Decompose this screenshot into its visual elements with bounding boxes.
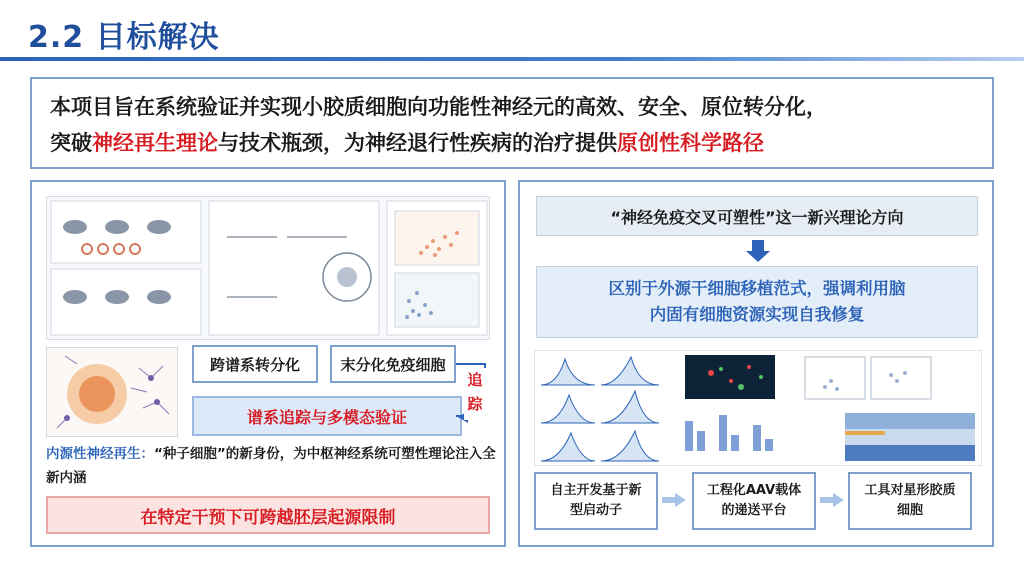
right-arrow-shaft [662,497,676,503]
astrocyte-tool-step-text [864,481,955,521]
regeneration-description [46,442,498,490]
summary-text: 突破 [50,131,92,155]
tracing-char-1: 追 [467,371,483,389]
lineage-tracing-image-graphic [47,348,178,437]
lineage-tracing-image [46,347,178,437]
right-arrow-shaft [820,497,834,503]
highlight-neural-regeneration: 神经再生理论 [92,131,218,155]
summary-box [30,77,994,169]
aav-delivery-step [692,472,816,530]
neuro-immune-box: “神经免疫交叉可塑性”这一新兴理论方向 [536,196,978,236]
right-arrow-head [833,493,844,507]
promoter-step-line-2: 型启动子 [569,503,622,518]
astrocyte-tool-step-line-1: 工具对星形胶质 [864,483,956,498]
right-arrow-head [675,493,686,507]
right-panel [518,180,994,547]
right-arrow-icon [820,493,844,507]
experimental-results-graphic [535,351,982,466]
self-repair-line-1: 区别于外源干细胞移植范式，强调利用脑 [608,279,906,298]
left-panel [30,180,506,547]
germ-layer-box: 在特定干预下可跨越胚层起源限制 [46,496,490,534]
summary-line-2 [50,125,974,161]
summary-text: 与技术瓶颈，为神经退行性疾病的治疗提供 [218,131,617,155]
tracing-label [464,368,486,420]
down-arrow-head [746,251,770,262]
tracing-char-2: 踪 [467,395,483,413]
description-highlight: 内源性神经再生： [46,446,154,462]
promoter-step-text [550,481,641,521]
aav-delivery-step-line-2: 的递送平台 [721,503,787,518]
self-repair-line-2: 内固有细胞资源实现自我修复 [649,305,865,324]
astrocyte-tool-step [848,472,972,530]
title-divider [0,57,1024,61]
crispr-screening-figure-graphic [47,197,490,340]
cross-lineage-box: 跨谱系转分化 [192,345,318,383]
aav-delivery-step-text [707,481,801,521]
self-repair-box [536,266,978,338]
promoter-step-line-1: 自主开发基于新 [550,483,642,498]
highlight-original-path: 原创性科学路径 [617,131,764,155]
crispr-screening-figure [46,196,490,340]
experimental-results-figure [534,350,982,466]
promoter-step [534,472,658,530]
lineage-trace-box: 谱系追踪与多模态验证 [192,396,462,436]
page-title: 2.2 目标解决 [28,20,220,55]
description-text: “种子细胞”的新身份，为中枢神经系统可塑性理论注入全新内涵 [46,446,496,486]
terminal-immune-box: 末分化免疫细胞 [330,345,456,383]
summary-line-1: 本项目旨在系统验证并实现小胶质细胞向功能性神经元的高效、安全、原位转分化， [50,95,827,119]
right-arrow-icon [662,493,686,507]
aav-delivery-step-line-1: 工程化AAV载体 [706,483,802,498]
astrocyte-tool-step-line-2: 细胞 [896,503,923,518]
